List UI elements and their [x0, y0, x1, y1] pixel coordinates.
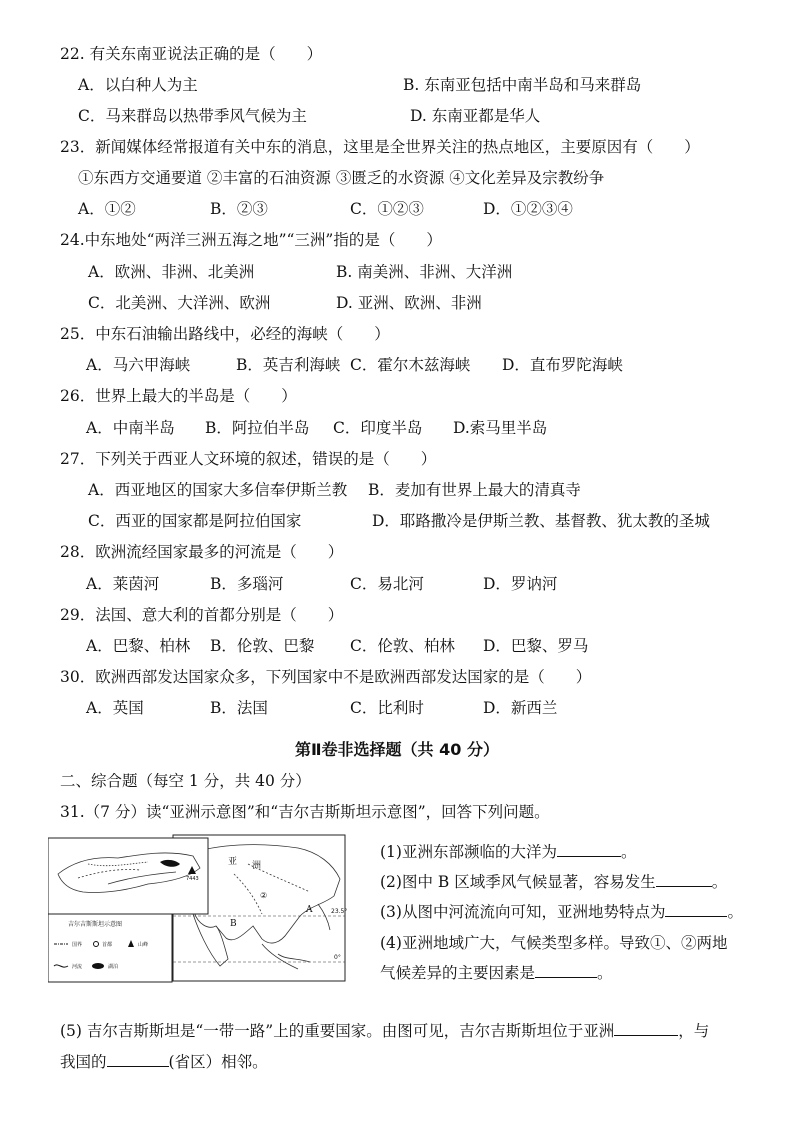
- q31-part-4-end: 。: [597, 964, 613, 982]
- q26-option-c: C．印度半岛: [333, 419, 423, 437]
- q26-option-b: B．阿拉伯半岛: [205, 419, 310, 437]
- q31-part-4-line-2: [380, 963, 613, 983]
- q27-option-d: D．耶路撒冷是伊斯兰教、基督教、犹太教的圣城: [372, 512, 710, 530]
- q28-option-b: B．多瑙河: [210, 575, 284, 593]
- q31-part-5-text-2: 我国的: [60, 1053, 107, 1071]
- q31-part-4-text: 气候差异的主要因素是: [380, 964, 536, 982]
- answer-blank-2[interactable]: [656, 872, 712, 887]
- q29-option-b: B．伦敦、巴黎: [210, 637, 315, 655]
- legend-border: 国界: [72, 942, 83, 948]
- map-lat-23: 23.5°: [331, 908, 348, 915]
- q25-option-b: B．英吉利海峡: [236, 356, 341, 374]
- q22-stem: 22. 有关东南亚说法正确的是（ ）: [60, 45, 323, 63]
- q26-stem: 26．世界上最大的半岛是（ ）: [60, 387, 297, 405]
- q26-option-a: A．中南半岛: [86, 419, 175, 437]
- q25-option-d: D．直布罗陀海峡: [502, 356, 623, 374]
- answer-blank-1[interactable]: [557, 842, 621, 857]
- answer-blank-3[interactable]: [665, 902, 727, 917]
- q31-part-3-text: (3)从图中河流流向可知，亚洲地势特点为: [380, 903, 666, 921]
- section-2-heading: 二、综合题（每空 1 分，共 40 分）: [60, 772, 311, 790]
- legend-river: 河流: [72, 964, 83, 970]
- q25-option-c: C．霍尔木兹海峡: [350, 356, 471, 374]
- q31-part-3: [380, 902, 743, 922]
- q31-part-4: (4)亚洲地域广大，气候类型多样。导致①、②两地: [380, 934, 728, 952]
- q24-option-c: C．北美洲、大洋洲、欧洲: [88, 294, 271, 312]
- q28-stem: 28．欧洲流经国家最多的河流是（ ）: [60, 543, 344, 561]
- q27-option-b: B．麦加有世界上最大的清真寺: [368, 481, 581, 499]
- q29-option-d: D．巴黎、罗马: [483, 637, 589, 655]
- q31-part-5-line-2: [60, 1052, 268, 1072]
- q25-option-a: A．马六甲海峡: [86, 356, 191, 374]
- q27-stem: 27．下列关于西亚人文环境的叙述，错误的是（ ）: [60, 450, 437, 468]
- q28-option-d: D．罗讷河: [483, 575, 558, 593]
- q23-option-c: C．①②③: [350, 200, 424, 218]
- q24-option-a: A．欧洲、非洲、北美洲: [88, 263, 255, 281]
- q23-option-a: A．①②: [78, 200, 136, 218]
- map-label-a: A: [306, 905, 313, 915]
- q24-option-d: D. 亚洲、欧洲、非洲: [336, 294, 482, 312]
- q31-stem: 31.（7 分）读“亚洲示意图”和“吉尔吉斯斯坦示意图”，回答下列问题。: [60, 803, 550, 821]
- q31-part-2-end: 。: [711, 873, 728, 891]
- map-label-zhou: 洲: [252, 861, 262, 871]
- map-lat-0: 0°: [334, 954, 341, 961]
- q31-part-5-mid: ，与: [678, 1022, 710, 1040]
- q30-option-b: B．法国: [210, 699, 268, 717]
- map-label-asia: 亚: [228, 857, 238, 867]
- q29-option-a: A．巴黎、柏林: [86, 637, 191, 655]
- legend-lake: 湖泊: [108, 964, 119, 970]
- q31-part-1: [380, 842, 636, 862]
- q26-option-d: D.索马里半岛: [453, 419, 548, 437]
- answer-blank-5[interactable]: [614, 1021, 678, 1036]
- q24-option-b: B. 南美洲、非洲、大洋洲: [336, 263, 513, 281]
- q31-part-3-end: 。: [727, 903, 743, 921]
- q30-option-a: A．英国: [86, 699, 144, 717]
- q22-option-c: C．马来群岛以热带季风气候为主: [78, 107, 307, 125]
- q22-option-a: A．以白种人为主: [78, 76, 198, 94]
- q23-items: ①东西方交通要道 ②丰富的石油资源 ③匮乏的水资源 ④文化差异及宗教纷争: [78, 169, 605, 187]
- q23-stem: 23．新闻媒体经常报道有关中东的消息，这里是全世界关注的热点地区，主要原因有（ ）: [60, 138, 700, 156]
- asia-map-figure: [48, 834, 348, 984]
- q30-option-c: C．比利时: [350, 699, 424, 717]
- answer-blank-4[interactable]: [535, 963, 597, 978]
- q31-part-5: [60, 1021, 709, 1041]
- q22-option-b: B. 东南亚包括中南半岛和马来群岛: [403, 76, 642, 94]
- q31-part-2: [380, 872, 727, 892]
- q31-part-1-text: (1)亚洲东部濒临的大洋为: [380, 843, 557, 861]
- q27-option-c: C．西亚的国家都是阿拉伯国家: [88, 512, 302, 530]
- q28-option-a: A．莱茵河: [86, 575, 160, 593]
- q24-stem: 24.中东地处“两洋三洲五海之地”“三洲”指的是（ ）: [60, 231, 442, 249]
- q30-option-d: D．新西兰: [483, 699, 558, 717]
- inset-title: 吉尔吉斯斯坦示意图: [68, 921, 123, 928]
- map-label-b: B: [230, 919, 237, 929]
- q28-option-c: C．易北河: [350, 575, 424, 593]
- q23-option-d: D．①②③④: [483, 200, 573, 218]
- map-marker-2: ②: [260, 891, 268, 900]
- q31-part-2-text: (2)图中 B 区域季风气候显著，容易发生: [380, 873, 656, 891]
- q30-stem: 30．欧洲西部发达国家众多，下列国家中不是欧洲西部发达国家的是（ ）: [60, 668, 592, 686]
- q25-stem: 25．中东石油输出路线中，必经的海峡（ ）: [60, 325, 390, 343]
- q29-stem: 29．法国、意大利的首都分别是（ ）: [60, 606, 344, 624]
- legend-lake-icon: [92, 963, 104, 969]
- q31-part-1-end: 。: [620, 843, 637, 861]
- answer-blank-6[interactable]: [107, 1052, 169, 1067]
- section-2-title: 第Ⅱ卷非选择题（共 40 分）: [295, 740, 499, 759]
- q23-option-b: B．②③: [210, 200, 268, 218]
- legend-peak: 山峰: [138, 942, 149, 948]
- q31-part-5-end: (省区）相邻。: [168, 1053, 268, 1071]
- q29-option-c: C．伦敦、柏林: [350, 637, 455, 655]
- peak-elevation: 7443: [186, 876, 199, 882]
- legend-capital: 首都: [102, 942, 113, 948]
- kyrgyzstan-inset: [48, 838, 208, 914]
- q31-part-5-text: (5) 吉尔吉斯斯坦是“一带一路”上的重要国家。由图可见，吉尔吉斯斯坦位于亚洲: [60, 1022, 615, 1040]
- q22-option-d: D. 东南亚都是华人: [410, 107, 541, 125]
- q27-option-a: A．西亚地区的国家大多信奉伊斯兰教: [88, 481, 348, 499]
